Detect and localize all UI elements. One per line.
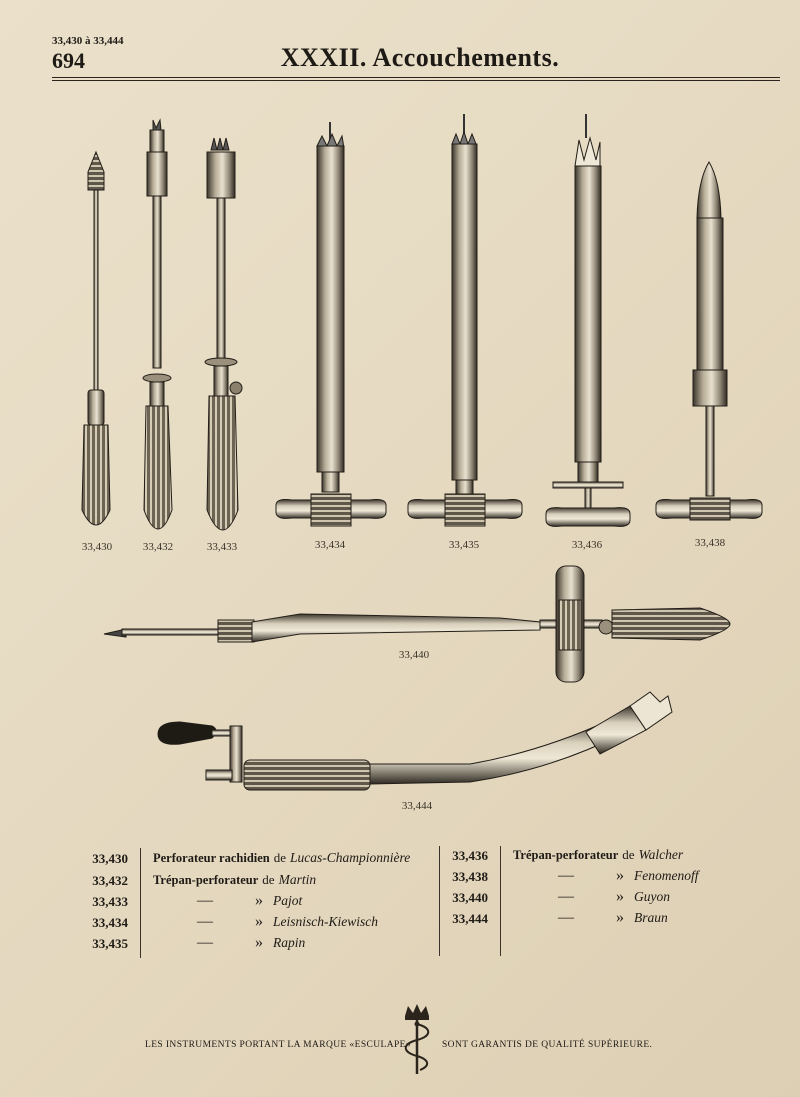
figure-label: 33,433: [206, 541, 238, 553]
item-number: 33,440: [452, 890, 488, 905]
item-author: Lucas-Championnière: [290, 850, 411, 865]
item-quote: »: [255, 892, 263, 909]
item-of: de: [622, 847, 635, 862]
item-label: Trépan-perforateur: [513, 848, 619, 862]
item-number: 33,430: [92, 851, 128, 866]
table-divider: [500, 846, 501, 956]
esculape-emblem-icon: [398, 1002, 436, 1076]
footer-left: LES INSTRUMENTS PORTANT LA MARQUE «ESCULAPE»: [145, 1040, 412, 1050]
instrument-33433: [205, 138, 242, 530]
table-row: [175, 934, 305, 954]
table-row: [513, 846, 683, 866]
item-author: Rapin: [273, 935, 306, 950]
item-number: 33,432: [92, 873, 128, 888]
instrument-33435: [408, 114, 522, 526]
item-author: Walcher: [638, 847, 684, 862]
page-number: 694: [52, 48, 85, 73]
instrument-33440: [104, 566, 730, 682]
item-number: 33,434: [92, 915, 128, 930]
table-divider: [140, 848, 141, 958]
instrument-33436: [546, 114, 630, 526]
item-dash: —: [558, 867, 574, 884]
item-quote: »: [616, 867, 624, 884]
instrument-33438: [656, 162, 762, 520]
item-quote: »: [255, 934, 263, 951]
item-author: Fenomenoff: [634, 868, 699, 883]
figure-label: 33,440: [398, 649, 430, 661]
item-number: 33,433: [92, 894, 128, 909]
item-quote: »: [616, 888, 624, 905]
table-row: [153, 871, 316, 891]
item-number: 33,438: [452, 869, 488, 884]
table-row: [536, 888, 670, 908]
item-author: Pajot: [273, 893, 303, 908]
item-dash: —: [197, 913, 213, 930]
item-of: de: [273, 850, 287, 865]
table-row: [175, 892, 302, 912]
figure-label: 33,432: [142, 541, 174, 553]
figure-label: 33,436: [571, 539, 603, 551]
figure-label: 33,434: [314, 539, 346, 551]
item-range: 33,430 à 33,444: [52, 35, 124, 47]
instrument-33430: [82, 152, 110, 525]
item-number: 33,444: [452, 911, 488, 926]
item-number: 33,436: [452, 848, 488, 863]
item-dash: —: [197, 892, 213, 909]
table-row: [153, 849, 410, 869]
item-author: Braun: [634, 910, 668, 925]
item-label: Trépan-perforateur: [153, 873, 259, 887]
table-row: [175, 913, 378, 933]
item-quote: »: [255, 913, 263, 930]
item-number: 33,435: [92, 936, 128, 951]
footer-right: SONT GARANTIS DE QUALITÉ SUPÉRIEURE.: [442, 1040, 653, 1050]
figure-label: 33,444: [401, 800, 433, 812]
item-quote: »: [616, 909, 624, 926]
instrument-33434: [276, 122, 386, 526]
table-row: [536, 867, 698, 887]
item-author: Guyon: [634, 889, 670, 904]
instrument-33432: [143, 120, 172, 529]
item-dash: —: [558, 888, 574, 905]
page-title: XXXII. Accouchements.: [280, 43, 560, 72]
item-of: de: [262, 872, 275, 887]
item-author: Martin: [278, 872, 317, 887]
item-dash: —: [197, 934, 213, 951]
figure-label: 33,438: [694, 537, 726, 549]
item-dash: —: [558, 909, 574, 926]
item-author: Leisnisch-Kiewisch: [273, 914, 378, 929]
item-label: Perforateur rachidien: [153, 851, 270, 865]
instrument-33444: [158, 692, 672, 790]
figure-label: 33,435: [448, 539, 480, 551]
figure-label: 33,430: [81, 541, 113, 553]
table-row: [536, 909, 668, 929]
